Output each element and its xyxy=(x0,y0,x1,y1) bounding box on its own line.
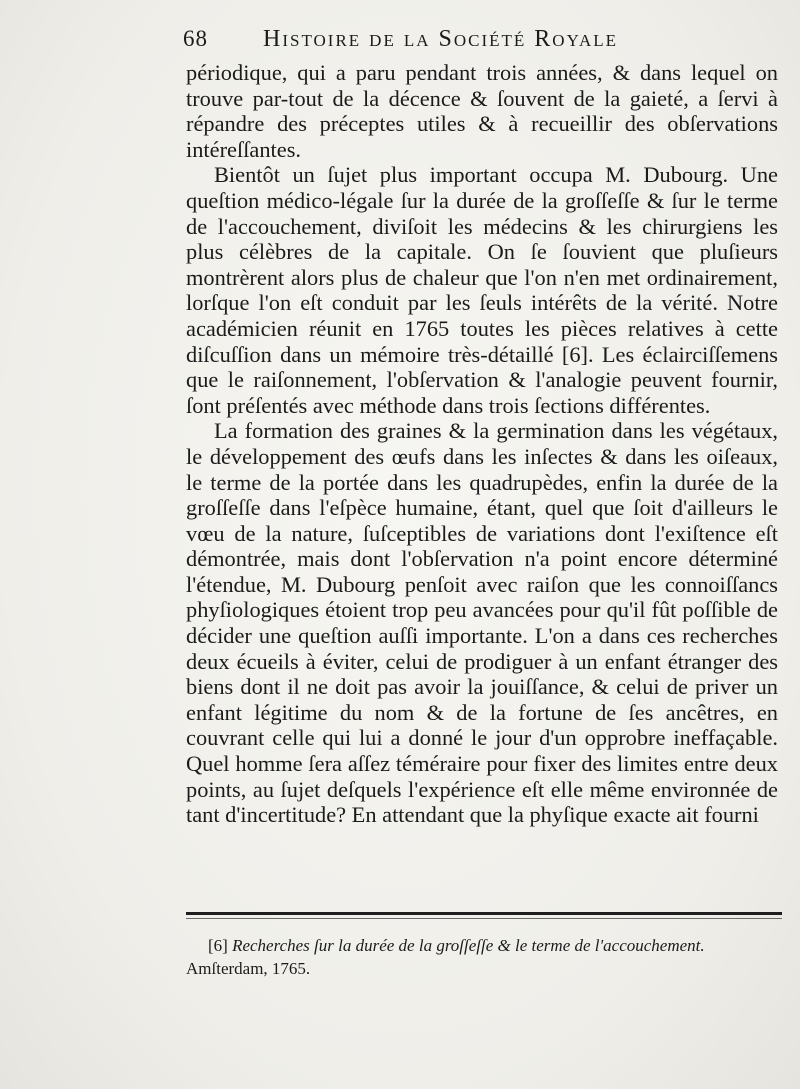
paragraph-dubourg-memoir: Bientôt un ſujet plus important occupa M. Dubourg. Une queſtion médico-légale ſur la durée de la groſſeſſe & ſur le terme de l'accouchement, diviſoit les médecins & les chirurgiens les plus célèbres de la capitale. On ſe ſouvient que pluſieurs montrèrent alors plus de chaleur que l'on n'en met ordinairement, lorſque l'on eſt conduit par les ſeuls intérêts de la vérité. Notre académicien réunit en 1765 toutes les pièces relatives à cette diſcuſſion dans un mémoire très-détaillé [6]. Les éclairciſſemens que le raiſonnement, l'obſervation & l'analogie peuvent fournir, ſont préſentés avec méthode dans trois ſections différentes. xyxy=(186,162,778,418)
footnote-title: Recherches ſur la durée de la groſſeſſe & le terme de l'accouchement. xyxy=(232,936,705,955)
paragraph-continuation: périodique, qui a paru pendant trois années, & dans lequel on trouve par-tout de la décence & ſouvent de la gaieté, a ſervi à répandre des préceptes utiles & à recueillir des obſervations intéreſſantes. xyxy=(186,60,778,162)
paragraph-formation-graines: La formation des graines & la germination dans les végétaux, le développement des œufs dans les inſectes & dans les oiſeaux, le terme de la portée dans les quadrupèdes, enfin la durée de la groſſeſſe dans l'eſpèce humaine, étant, quel que ſoit d'ailleurs le vœu de la nature, ſuſceptibles de variations dont l'exiſtence eſt démontrée, mais dont l'obſervation n'a point encore déterminé l'étendue, M. Dubourg penſoit avec raiſon que les connoiſſancs phyſiologiques étoient trop peu avancées pour qu'il fût poſſible de décider une queſtion auſſi importante. L'on a dans ces recherches deux écueils à éviter, celui de prodiguer à un enfant étranger des biens dont il ne doit pas avoir la jouiſſance, & celui de priver un enfant légitime du nom & de la fortune de ſes ancêtres, en couvrant celle qui lui a donné le jour d'un opprobre ineffaçable. Quel homme ſera aſſez téméraire pour fixer des limites entre deux points, au ſujet deſquels l'expérience eſt elle même environnée de tant d'incertitude? En attendant que la phyſique exacte ait fourni xyxy=(186,418,778,828)
footnote-number: [6] xyxy=(208,936,228,955)
footnote-divider-thin xyxy=(186,918,782,919)
running-title: Histoire de la Société Royale xyxy=(263,26,619,52)
footnote xyxy=(186,934,782,980)
page-number: 68 xyxy=(183,26,208,51)
footnote-imprint: Amſterdam, 1765. xyxy=(186,959,311,978)
page-header xyxy=(183,26,703,56)
footnote-divider xyxy=(186,912,782,915)
body-text xyxy=(186,60,778,828)
